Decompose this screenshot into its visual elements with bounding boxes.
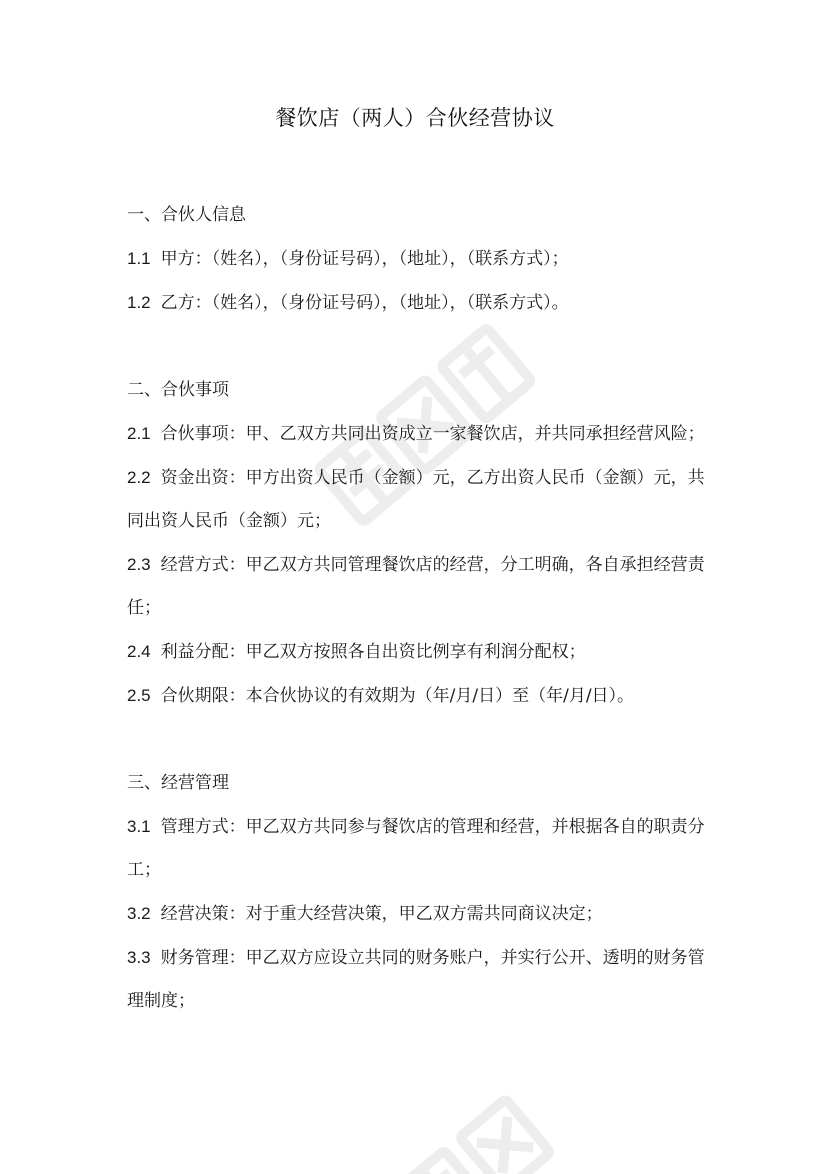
- clause-number: 1.2: [127, 293, 151, 312]
- clause-3-1: [127, 805, 717, 892]
- clause-number: 2.2: [127, 468, 151, 487]
- clause-2-4: [127, 630, 717, 674]
- clause-number: 2.5: [127, 686, 151, 705]
- document-body: [127, 194, 717, 1023]
- clause-text: 财务管理：甲乙双方应设立共同的财务账户，并实行公开、透明的财务管理制度；: [127, 948, 705, 1011]
- watermark-bottom: [365, 1040, 645, 1174]
- clause-number: 1.1: [127, 249, 151, 268]
- clause-text: 经营决策：对于重大经营决策，甲乙双方需共同商议决定；: [160, 904, 603, 924]
- clause-text: 资金出资：甲方出资人民币（金额）元，乙方出资人民币（金额）元，共同出资人民币（金额）元；: [127, 468, 705, 531]
- section-heading-3: 三、经营管理: [127, 773, 229, 793]
- clause-text: 甲方：（姓名），（身份证号码），（地址），（联系方式）；: [160, 249, 569, 269]
- clause-text: 合伙期限：本合伙协议的有效期为（年/月/日）至（年/月/日）。: [160, 686, 635, 706]
- clause-number: 3.1: [127, 817, 151, 836]
- clause-1-1: [127, 237, 717, 281]
- watermark-logo-icon: [365, 1040, 645, 1174]
- clause-2-3: [127, 543, 717, 630]
- section-heading-2: 二、合伙事项: [127, 380, 229, 400]
- clause-1-2: [127, 281, 717, 325]
- clause-3-3: [127, 936, 717, 1023]
- clause-number: 3.3: [127, 948, 151, 967]
- clause-text: 利益分配：甲乙双方按照各自出资比例享有利润分配权；: [160, 642, 586, 662]
- clause-number: 2.4: [127, 642, 151, 661]
- clause-3-2: [127, 892, 717, 936]
- clause-text: 管理方式：甲乙双方共同参与餐饮店的管理和经营，并根据各自的职责分工；: [127, 817, 705, 880]
- clause-2-1: [127, 412, 717, 456]
- section-heading-1: 一、合伙人信息: [127, 205, 246, 225]
- clause-number: 3.2: [127, 904, 151, 923]
- clause-2-5: [127, 674, 717, 718]
- clause-text: 合伙事项：甲、乙双方共同出资成立一家餐饮店，并共同承担经营风险；: [160, 424, 705, 444]
- clause-number: 2.3: [127, 555, 151, 574]
- clause-number: 2.1: [127, 424, 151, 443]
- clause-text: 乙方：（姓名），（身份证号码），（地址），（联系方式）。: [160, 293, 569, 313]
- clause-text: 经营方式：甲乙双方共同管理餐饮店的经营，分工明确，各自承担经营责任；: [127, 555, 705, 618]
- clause-2-2: [127, 456, 717, 543]
- document-title: 餐饮店（两人）合伙经营协议: [275, 106, 555, 130]
